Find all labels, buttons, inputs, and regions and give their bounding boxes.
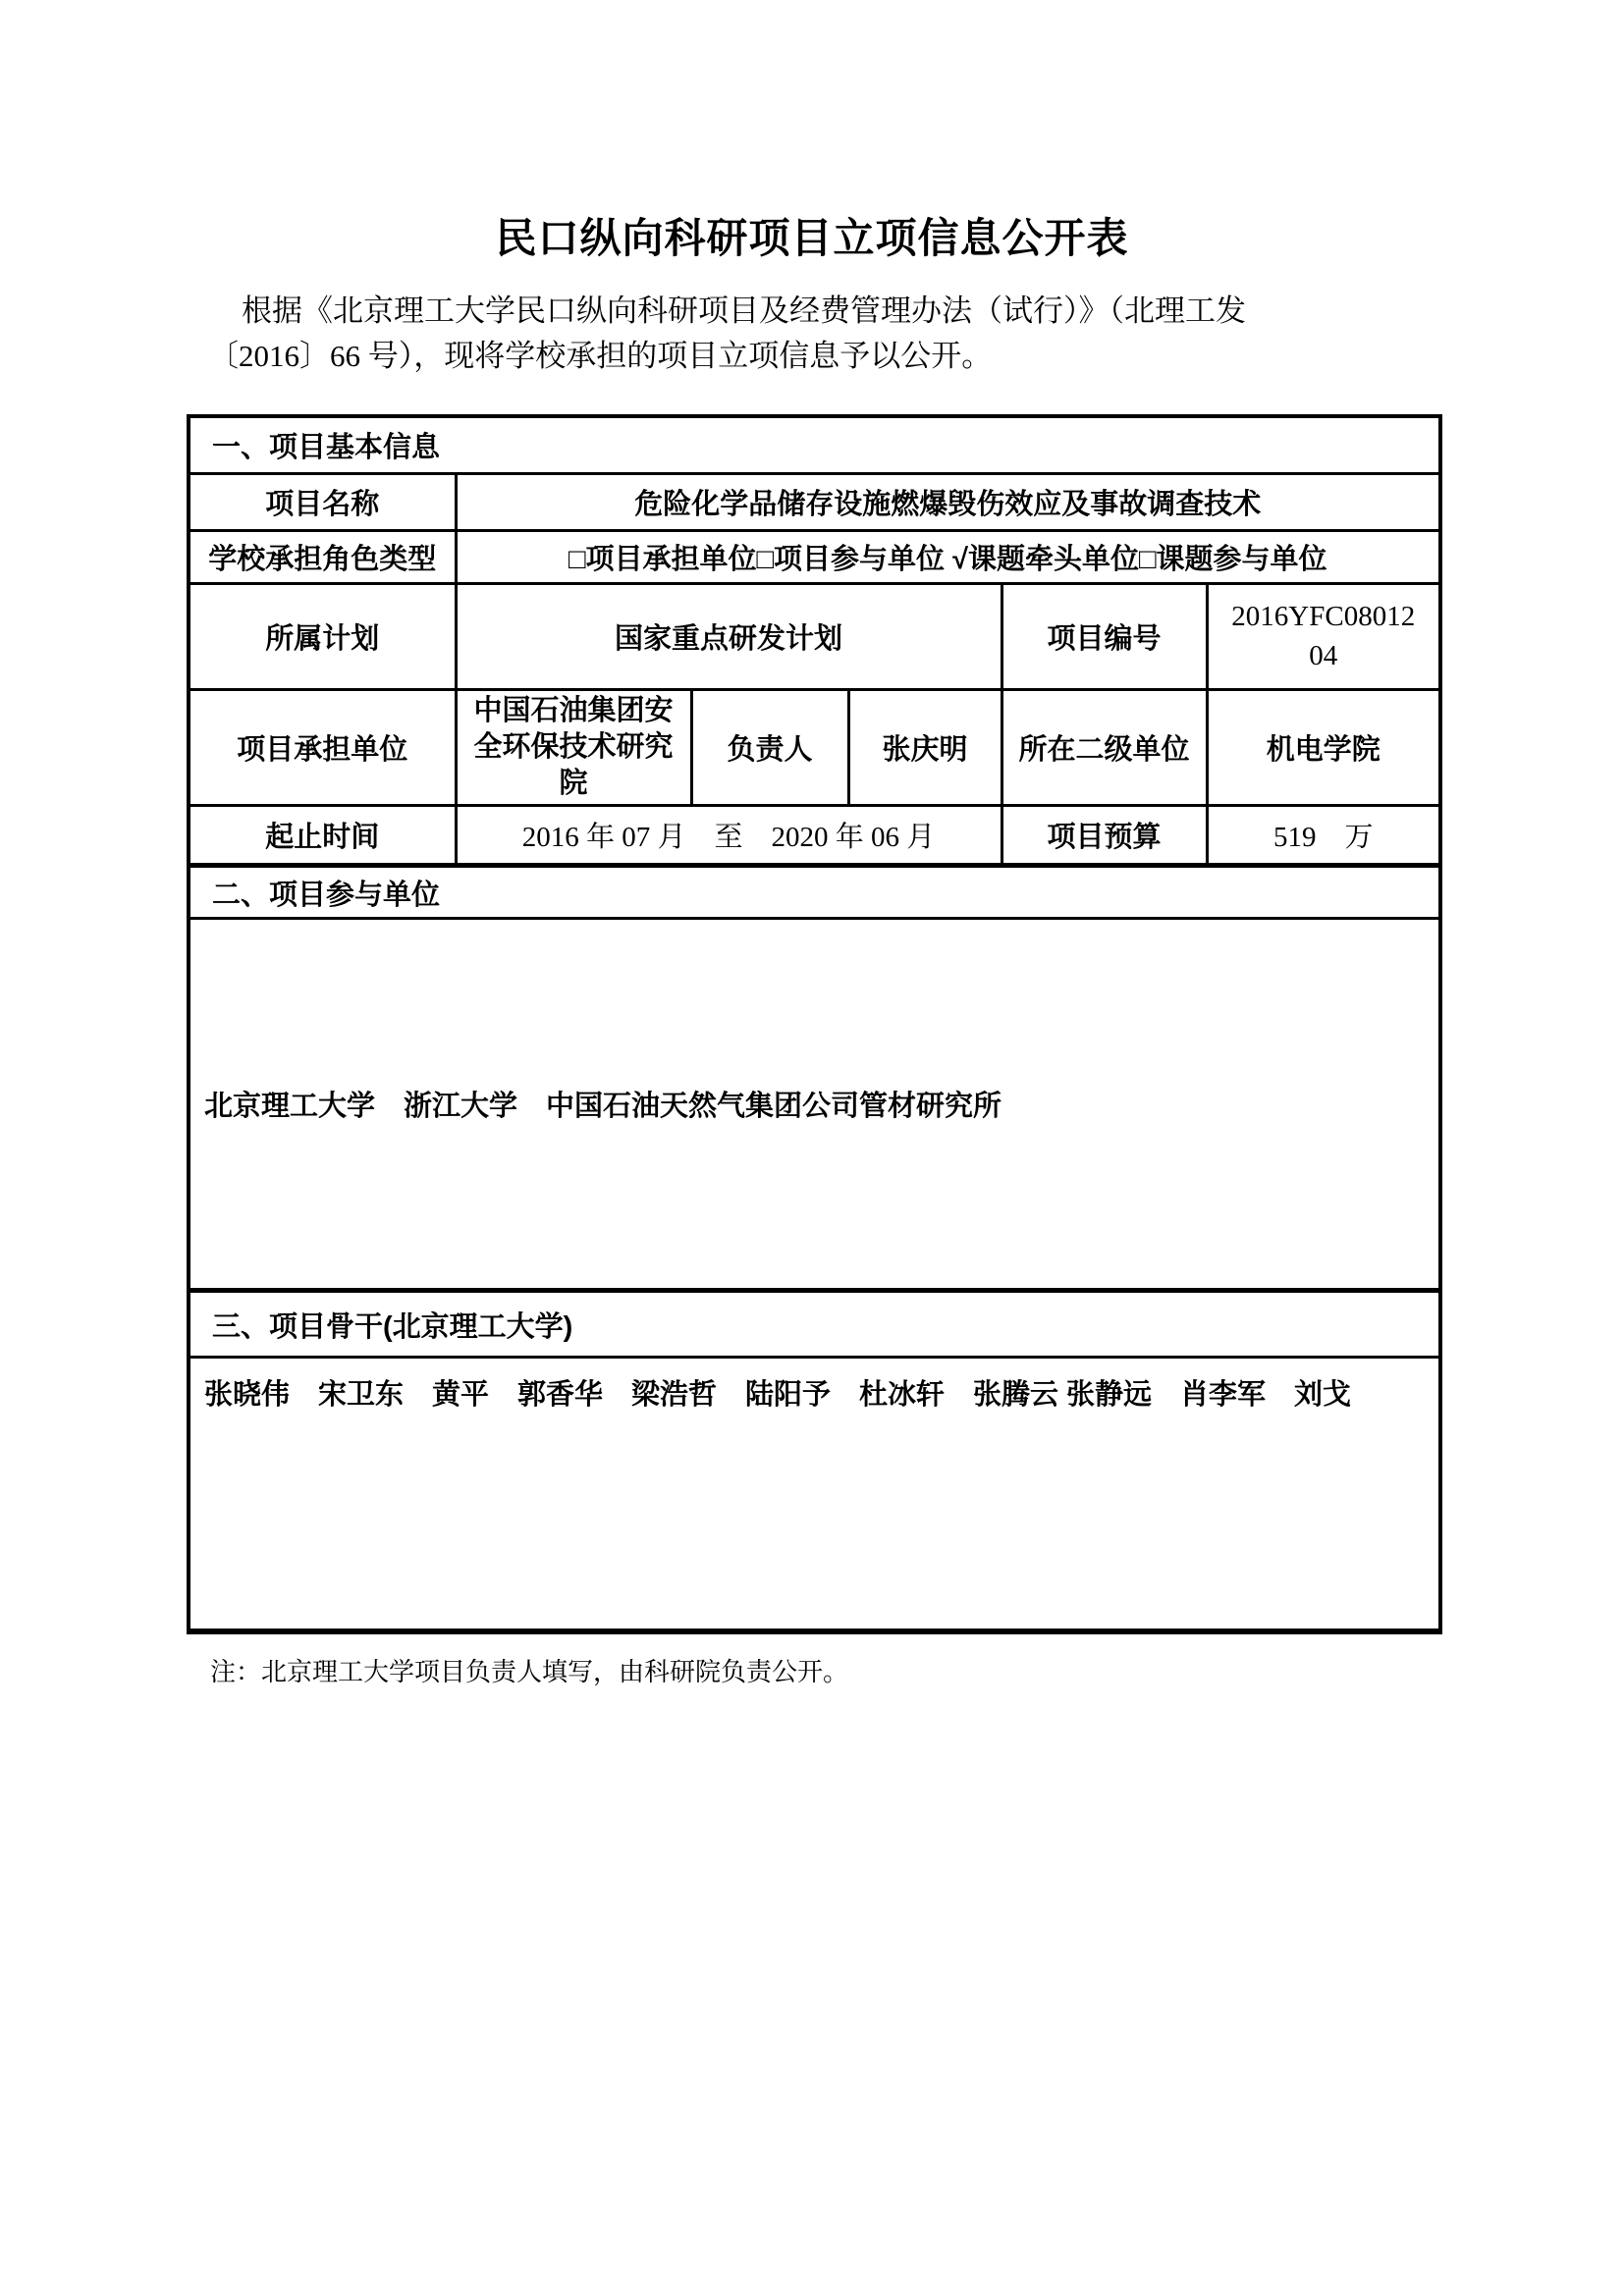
- role-type-value: □项目承担单位□项目参与单位 √课题牵头单位□课题参与单位: [456, 531, 1440, 584]
- plan-value: 国家重点研发计划: [456, 584, 1001, 690]
- page-title: 民口纵向科研项目立项信息公开表: [495, 215, 1129, 261]
- intro-line-2: 〔2016〕66 号），现将学校承担的项目立项信息予以公开。: [208, 339, 993, 373]
- section3-header-row: [189, 1291, 1440, 1358]
- section2-header-row: [189, 866, 1440, 919]
- duration-value: 2016 年 07 月 至 2020 年 06 月: [456, 806, 1001, 866]
- backbone-row: [189, 1358, 1440, 1632]
- participants-row: [189, 919, 1440, 1291]
- secondary-unit-value: 机电学院: [1207, 690, 1440, 806]
- undertaker-row: [189, 690, 1440, 806]
- section3-title: 三、项目骨干(北京理工大学): [189, 1291, 1440, 1358]
- section1-header-row: [189, 416, 1440, 474]
- participants-value: 北京理工大学 浙江大学 中国石油天然气集团公司管材研究所: [189, 919, 1440, 1291]
- project-name-label: 项目名称: [189, 474, 456, 531]
- project-no-value: [1207, 584, 1440, 690]
- section1-title: 一、项目基本信息: [189, 416, 1440, 474]
- footer-note: 注：北京理工大学项目负责人填写，由科研院负责公开。: [210, 1658, 849, 1687]
- project-no-line-2: 04: [1309, 639, 1338, 671]
- section2-title: 二、项目参与单位: [189, 866, 1440, 919]
- project-info-table: [187, 414, 1442, 1634]
- intro-paragraph: [208, 289, 1437, 379]
- leader-value: 张庆明: [848, 690, 1001, 806]
- undertaker-value: 中国石油集团安全环保技术研究院: [456, 690, 691, 806]
- project-name-row: [189, 474, 1440, 531]
- duration-row: [189, 806, 1440, 866]
- budget-label: 项目预算: [1001, 806, 1207, 866]
- duration-label: 起止时间: [189, 806, 456, 866]
- role-type-row: [189, 531, 1440, 584]
- project-name-value: 危险化学品储存设施燃爆毁伤效应及事故调查技术: [456, 474, 1440, 531]
- undertaker-label: 项目承担单位: [189, 690, 456, 806]
- leader-label: 负责人: [691, 690, 848, 806]
- plan-label: 所属计划: [189, 584, 456, 690]
- plan-row: [189, 584, 1440, 690]
- project-no-label: 项目编号: [1001, 584, 1207, 690]
- role-type-label: 学校承担角色类型: [189, 531, 456, 584]
- intro-line-1: 根据《北京理工大学民口纵向科研项目及经费管理办法（试行）》（北理工发: [242, 294, 1246, 328]
- project-no-line-1: 2016YFC08012: [1231, 601, 1416, 633]
- budget-value: 519 万: [1207, 806, 1440, 866]
- backbone-names-value: 张晓伟 宋卫东 黄平 郭香华 梁浩哲 陆阳予 杜冰轩 张腾云 张静远 肖李军 刘戈: [189, 1358, 1440, 1632]
- secondary-unit-label: 所在二级单位: [1001, 690, 1207, 806]
